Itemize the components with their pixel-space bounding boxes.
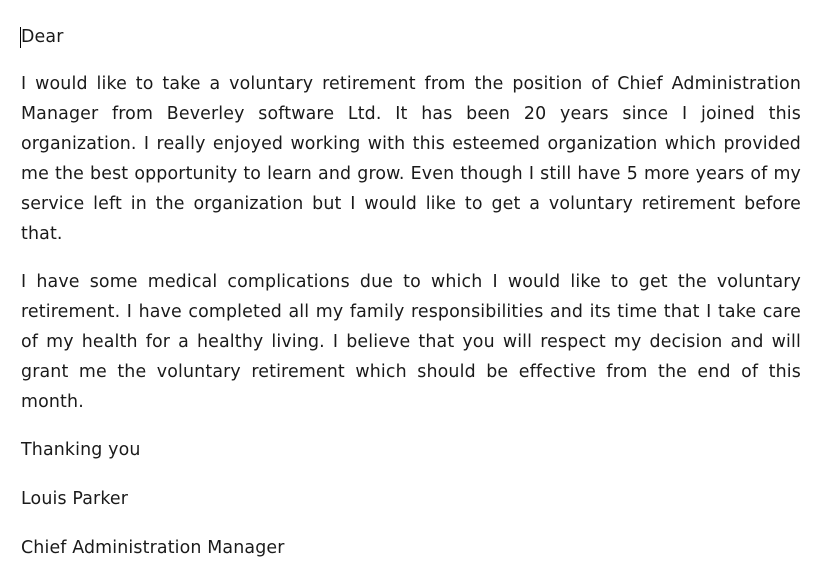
paragraph-2: I have some medical complications due to which I would like to get the voluntary retirement. I have completed all my family responsibilities and its time that I take care of my health for a healthy living. I believe that you will respect my decision and will grant me the voluntary retirement which should be effective from the end of this month. [21, 272, 801, 412]
paragraph-1: I would like to take a voluntary retirement from the position of Chief Administration Manager from Beverley software Ltd. It has been 20 years since I joined this organization. I really enjoyed working with this esteemed organization which provided me the best opportunity to learn and grow. Even though I still have 5 more years of my service left in the organization but I would like to get a voluntary retirement before that. [21, 74, 801, 244]
document-body[interactable] [21, 22, 801, 563]
text-cursor [20, 27, 21, 48]
salutation-text: Dear [21, 27, 64, 47]
signer-name: Louis Parker [21, 489, 129, 509]
signer-title: Chief Administration Manager [21, 538, 285, 558]
closing-line: Thanking you [21, 440, 141, 460]
salutation-line [21, 22, 801, 52]
